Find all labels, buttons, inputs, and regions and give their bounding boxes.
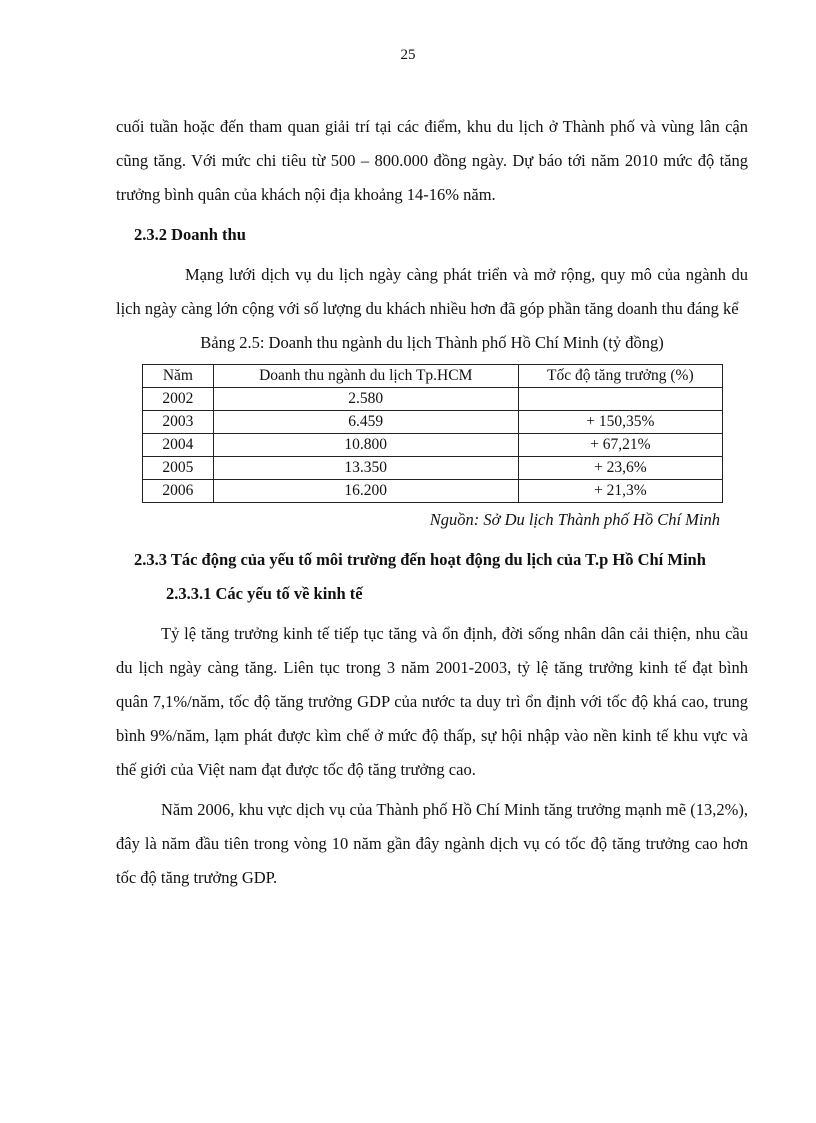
table-cell-year: 2006 [143, 480, 214, 503]
table-cell-revenue: 16.200 [213, 480, 518, 503]
table-cell-revenue: 10.800 [213, 434, 518, 457]
page-number: 25 [400, 47, 416, 63]
table-cell-revenue: 13.350 [213, 457, 518, 480]
paragraph-services-2006: Năm 2006, khu vực dịch vụ của Thành phố Hồ Chí Minh tăng trưởng mạnh mẽ (13,2%), đây là năm đầu tiên trong vòng 10 năm gần đây ngành dịch vụ có tốc độ tăng trưởng cao hơn tốc độ tăng trưởng GDP. [116, 800, 748, 887]
paragraph-intro: cuối tuần hoặc đến tham quan giải trí tại các điểm, khu du lịch ở Thành phố và vùng lân cận cũng tăng. Với mức chi tiêu từ 500 – 800.000 đồng ngày. Dự báo tới năm 2010 mức độ tăng trưởng bình quân của khách nội địa khoảng 14-16% năm. [116, 117, 748, 204]
page-content [116, 110, 748, 895]
revenue-table [142, 364, 723, 503]
heading-2-3-3: 2.3.3 Tác động của yếu tố môi trường đến hoạt động du lịch của T.p Hồ Chí Minh [134, 550, 706, 569]
table-row [143, 411, 723, 434]
table-cell-growth: + 23,6% [518, 457, 722, 480]
table-row [143, 480, 723, 503]
paragraph-revenue: Mạng lưới dịch vụ du lịch ngày càng phát triển và mở rộng, quy mô của ngành du lịch ngày càng lớn cộng với số lượng du khách nhiều hơn đã góp phần tăng doanh thu đáng kể [116, 265, 748, 318]
table-cell-revenue: 2.580 [213, 388, 518, 411]
table-cell-growth: + 67,21% [518, 434, 722, 457]
table-row [143, 388, 723, 411]
table-header-cell: Năm [143, 365, 214, 388]
table-cell-growth: + 21,3% [518, 480, 722, 503]
table-header-cell: Doanh thu ngành du lịch Tp.HCM [213, 365, 518, 388]
heading-2-3-2: 2.3.2 Doanh thu [134, 225, 246, 244]
table-caption: Bảng 2.5: Doanh thu ngành du lịch Thành phố Hồ Chí Minh (tỷ đồng) [200, 333, 664, 352]
table-row [143, 434, 723, 457]
heading-2-3-3-1: 2.3.3.1 Các yếu tố về kinh tế [166, 584, 363, 603]
table-header-row [143, 365, 723, 388]
table-cell-year: 2004 [143, 434, 214, 457]
table-source: Nguồn: Sở Du lịch Thành phố Hồ Chí Minh [429, 510, 720, 529]
table-cell-year: 2003 [143, 411, 214, 434]
table-header-cell: Tốc độ tăng trưởng (%) [518, 365, 722, 388]
table-cell-growth: + 150,35% [518, 411, 722, 434]
table-cell-revenue: 6.459 [213, 411, 518, 434]
table-cell-year: 2005 [143, 457, 214, 480]
paragraph-economy: Tỷ lệ tăng trưởng kinh tế tiếp tục tăng và ổn định, đời sống nhân dân cải thiện, nhu cầu du lịch ngày càng tăng. Liên tục trong 3 năm 2001-2003, tỷ lệ tăng trưởng kinh tế đạt bình quân 7,1%/năm, tốc độ tăng trưởng GDP của nước ta duy trì ổn định với tốc độ khá cao, trung bình 9%/năm, lạm phát được kìm chế ở mức độ thấp, sự hội nhập vào nền kinh tế khu vực và thế giới của Việt nam đạt được tốc độ tăng trưởng cao. [116, 624, 748, 779]
table-cell-growth [518, 388, 722, 411]
table-row [143, 457, 723, 480]
table-cell-year: 2002 [143, 388, 214, 411]
